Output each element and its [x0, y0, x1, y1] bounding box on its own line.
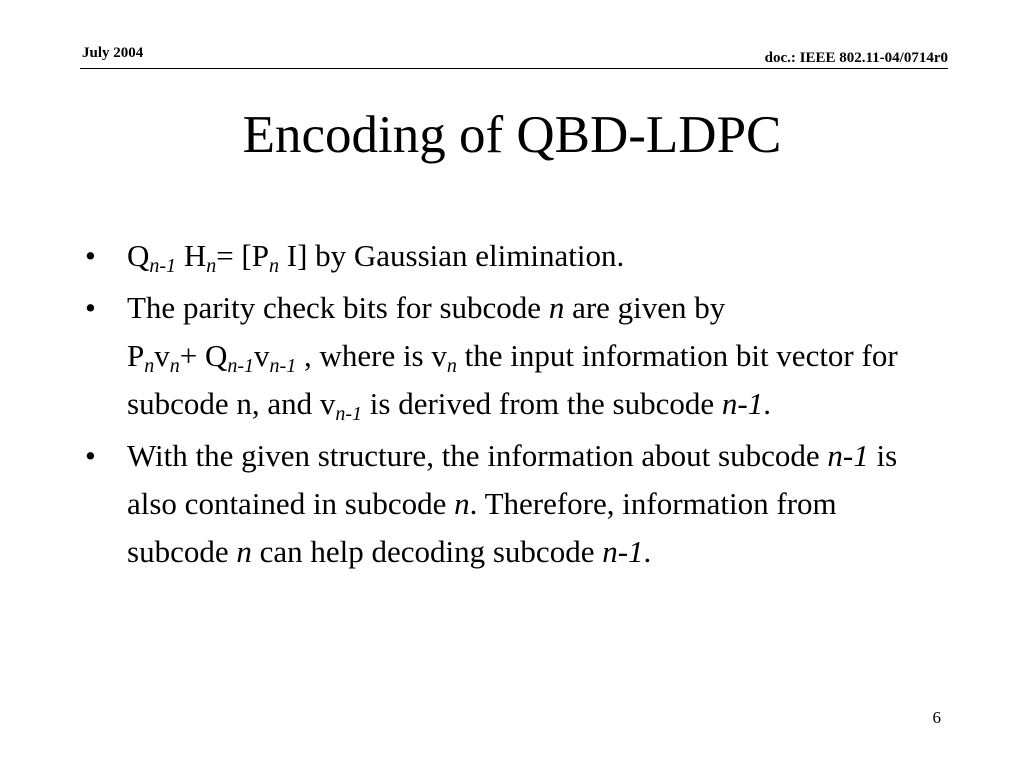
italic-text: n: [454, 486, 470, 521]
bullet-item: [85, 232, 945, 280]
header-divider: [80, 68, 948, 69]
bullet-text: .: [643, 534, 652, 569]
header-date: July 2004: [82, 45, 144, 61]
bullet-item: [85, 432, 945, 576]
bullet-text: .: [763, 386, 771, 421]
subscript-text: n: [269, 255, 279, 277]
italic-text: n: [548, 290, 565, 325]
subscript-text: n-1: [149, 255, 177, 277]
bullet-marker: •: [85, 438, 96, 473]
bullet-text: I] by Gaussian elimination.: [279, 238, 625, 273]
bullet-text: + Q: [179, 338, 228, 373]
bullet-text: are given by: [564, 290, 726, 325]
bullet-text: v: [254, 338, 270, 373]
bullet-text: is derived from the subcode: [362, 386, 722, 421]
italic-text: n-1: [721, 386, 764, 421]
subscript-text: n-1: [269, 355, 297, 377]
bullet-text: P: [127, 338, 145, 373]
bullet-text: = [P: [216, 238, 269, 273]
slide-title: Encoding of QBD-LDPC: [242, 106, 782, 164]
subscript-text: n-1: [335, 403, 363, 425]
italic-text: n: [236, 534, 252, 569]
subscript-text: n: [169, 355, 180, 377]
page-number: 6: [932, 708, 941, 727]
bullet-text: . Therefore, information from subcode: [127, 486, 837, 569]
subscript-text: n: [206, 255, 217, 277]
subscript-text: n: [446, 355, 457, 377]
bullet-text: can help decoding subcode: [251, 534, 603, 569]
bullet-text: With the given structure, the information about subcode: [127, 438, 828, 473]
bullet-text: the input information bit vector for subcode n, and v: [127, 338, 898, 421]
bullet-text: Q: [127, 238, 150, 273]
bullet-text: H: [176, 238, 207, 273]
bullet-marker: •: [85, 290, 96, 325]
subscript-text: n-1: [227, 355, 255, 377]
bullet-text: , where is v: [296, 338, 447, 373]
italic-text: n-1: [827, 438, 869, 473]
italic-text: n-1: [602, 534, 644, 569]
header-document-id: doc.: IEEE 802.11-04/0714r0: [764, 50, 948, 66]
bullet-list: [85, 232, 945, 576]
subscript-text: n: [144, 355, 155, 377]
bullet-text: v: [154, 338, 170, 373]
bullet-text: The parity check bits for subcode: [127, 290, 549, 325]
bullet-marker: •: [85, 238, 96, 273]
bullet-item: [85, 284, 945, 428]
bullet-text: is also contained in subcode: [127, 438, 898, 521]
